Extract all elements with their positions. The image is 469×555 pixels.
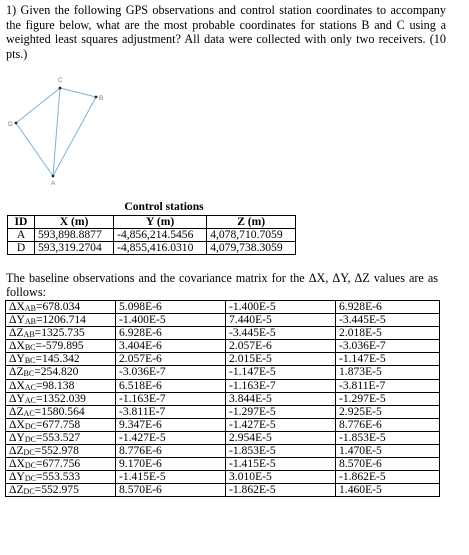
covariance-cell: 2.925E-5 [336,405,440,418]
observation-subscript: DC [24,461,36,471]
covariance-cell: -1.415E-5 [116,471,226,484]
observation-symbol: ΔZ [9,365,24,379]
observation-value: =552.975 [34,483,79,497]
table-row [6,484,440,497]
table-row [6,458,440,471]
covariance-cell: -1.862E-5 [226,484,336,497]
station-d-point [15,122,18,125]
observation-symbol: ΔX [9,457,25,471]
covariance-cell: -1.147E-5 [226,366,336,379]
observation-subscript: AB [24,317,36,327]
covariance-cell: 1.460E-5 [336,484,440,497]
observation-value: =1580.564 [34,404,85,418]
covariance-cell: -1.853E-5 [336,431,440,444]
covariance-cell: 6.518E-6 [116,379,226,392]
covariance-cell: 1.873E-5 [336,366,440,379]
observation-subscript: DC [24,434,36,444]
baseline-covariance-table [5,300,440,497]
covariance-cell: -1.163E-7 [116,392,226,405]
covariance-cell: -1.853E-5 [226,445,336,458]
covariance-cell: 3.844E-5 [226,392,336,405]
cell-y: -4,856,214.5456 [114,229,207,242]
covariance-cell: -1.147E-5 [336,353,440,366]
observation-cell [6,340,116,353]
label-b: B [99,95,104,102]
covariance-cell: 2.018E-5 [336,327,440,340]
observation-symbol: ΔZ [9,326,24,340]
covariance-cell: -1.427E-5 [116,431,226,444]
observation-value: =553.527 [35,430,81,444]
observation-cell [6,458,116,471]
observation-subscript: DC [23,487,35,497]
observation-subscript: AC [23,408,35,418]
observation-symbol: ΔZ [9,444,24,458]
observation-subscript: AC [24,395,36,405]
covariance-cell: 6.928E-6 [116,327,226,340]
observation-value: =1206.714 [35,313,86,327]
observation-value: =678.034 [35,300,81,313]
table-row [6,392,440,405]
observation-symbol: ΔY [9,430,25,444]
observation-value: =1325.735 [34,326,85,340]
line-b-a [53,97,96,176]
observation-symbol: ΔY [9,391,25,405]
observation-value: =145.342 [35,352,80,366]
covariance-cell: -3.445E-5 [226,327,336,340]
question-text: 1) Given the following GPS observations and control station coordinates to accompany the figure below, what are the most probable coordinates for stations B and C using a weighted least squares adjustment? All data were collected with only two receivers. (10 pts.) [6,3,446,61]
network-figure [4,70,114,190]
covariance-cell: -3.811E-7 [336,379,440,392]
header-x: X (m) [35,216,114,229]
table-row [6,418,440,431]
table-row [6,301,440,314]
covariance-cell: -3.445E-5 [336,314,440,327]
observation-cell [6,484,116,497]
control-header-row [8,216,296,229]
observation-value: =553.533 [35,470,81,484]
cell-id: A [8,229,35,242]
baseline-description: The baseline observations and the covariance matrix for the ΔX, ΔY, ΔZ values are as follows: [6,271,438,300]
control-table-caption: Control stations [124,200,204,213]
observation-symbol: ΔX [9,300,25,313]
observation-cell [6,418,116,431]
observation-symbol: ΔX [9,417,25,431]
table-row [8,242,296,255]
covariance-cell: -3.036E-7 [116,366,226,379]
observation-cell [6,327,116,340]
observation-cell [6,392,116,405]
covariance-cell: 2.954E-5 [226,431,336,444]
observation-cell [6,379,116,392]
covariance-cell: -1.400E-5 [116,314,226,327]
table-row [6,431,440,444]
observation-symbol: ΔZ [9,483,24,497]
table-row [6,340,440,353]
observation-subscript: DC [24,474,36,484]
observation-subscript: BC [24,343,36,353]
covariance-cell: -1.427E-5 [226,418,336,431]
cell-z: 4,078,710.7059 [207,229,296,242]
observation-cell [6,301,116,314]
covariance-cell: 5.098E-6 [116,301,226,314]
observation-symbol: ΔY [9,313,25,327]
covariance-cell: 7.440E-5 [226,314,336,327]
observation-cell [6,405,116,418]
line-d-a [16,123,53,176]
cell-x: 593,319.2704 [35,242,114,255]
observation-symbol: ΔZ [9,404,24,418]
covariance-cell: 9.170E-6 [116,458,226,471]
cell-x: 593,898.8877 [35,229,114,242]
covariance-cell: -1.862E-5 [336,471,440,484]
covariance-cell: 9.347E-6 [116,418,226,431]
covariance-cell: 8.570E-6 [336,458,440,471]
table-row [6,445,440,458]
covariance-cell: 8.570E-6 [116,484,226,497]
table-row [6,366,440,379]
observation-cell [6,471,116,484]
observation-cell [6,366,116,379]
observation-value: =1352.039 [35,391,86,405]
covariance-cell: -1.163E-7 [226,379,336,392]
observation-cell [6,431,116,444]
line-d-c [16,88,60,123]
station-b-point [95,96,98,99]
observation-cell [6,353,116,366]
observation-subscript: DC [24,421,36,431]
covariance-cell: -3.811E-7 [116,405,226,418]
covariance-cell: 6.928E-6 [336,301,440,314]
station-c-point [59,87,62,90]
baseline-rows [6,301,440,497]
covariance-cell: -1.297E-5 [336,392,440,405]
observation-symbol: ΔY [9,352,25,366]
observation-subscript: AB [24,304,36,313]
cell-id: D [8,242,35,255]
covariance-cell: 2.057E-6 [116,353,226,366]
observation-cell [6,445,116,458]
observation-symbol: ΔY [9,470,25,484]
observation-value: =677.756 [35,457,81,471]
line-c-b [60,88,96,97]
header-z: Z (m) [207,216,296,229]
covariance-cell: 1.470E-5 [336,445,440,458]
observation-subscript: BC [23,369,35,379]
label-d: D [8,121,13,128]
table-row [6,327,440,340]
covariance-cell: -1.400E-5 [226,301,336,314]
covariance-cell: -1.297E-5 [226,405,336,418]
observation-value: =98.138 [35,378,75,392]
observation-subscript: AC [24,382,36,392]
covariance-cell: 8.776E-6 [336,418,440,431]
observation-cell [6,314,116,327]
table-row [6,353,440,366]
observation-value: =677.758 [35,417,81,431]
covariance-cell: -1.415E-5 [226,458,336,471]
observation-subscript: BC [24,356,36,366]
observation-subscript: AB [23,330,35,340]
control-stations-table [7,201,296,255]
observation-symbol: ΔX [9,378,25,392]
observation-value: =254.820 [34,365,79,379]
covariance-cell: 2.015E-5 [226,353,336,366]
observation-subscript: DC [23,448,35,458]
observation-value: =552.978 [34,444,79,458]
covariance-cell: 3.404E-6 [116,340,226,353]
observation-value: =-579.895 [35,339,84,353]
station-a-point [52,175,55,178]
covariance-cell: 8.776E-6 [116,445,226,458]
header-id: ID [8,216,35,229]
cell-z: 4,079,738.3059 [207,242,296,255]
table-row [6,471,440,484]
label-a: A [51,180,56,187]
table-row [6,314,440,327]
covariance-cell: 3.010E-5 [226,471,336,484]
covariance-cell: -3.036E-7 [336,340,440,353]
label-c: C [58,77,63,84]
table-row [6,379,440,392]
covariance-cell: 2.057E-6 [226,340,336,353]
cell-y: -4,855,416.0310 [114,242,207,255]
table-row [8,229,296,242]
header-y: Y (m) [114,216,207,229]
line-c-a [53,88,60,176]
table-row [6,405,440,418]
observation-symbol: ΔX [9,339,25,353]
